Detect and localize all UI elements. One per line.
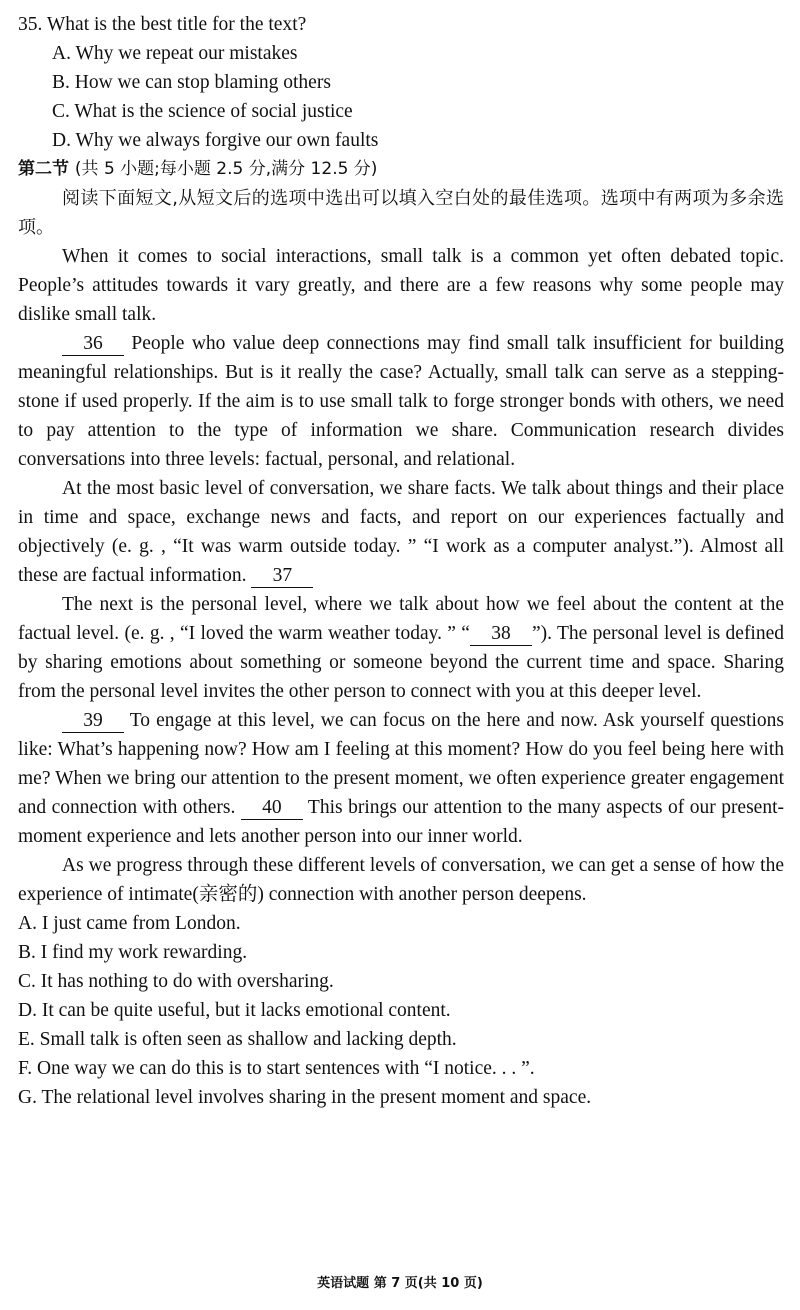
answer-option-b: B. I find my work rewarding. <box>18 942 248 963</box>
passage-paragraph-5-text-b: This brings our attention to the many aspects of our present-moment experience and lets another person into our inner world. <box>18 797 784 847</box>
passage-paragraph-3 <box>18 474 784 590</box>
passage-paragraph-5 <box>18 706 784 851</box>
question-35-option-d: D. Why we always forgive our own faults <box>52 130 379 151</box>
answer-option-e: E. Small talk is often seen as shallow and lacking depth. <box>18 1029 457 1050</box>
passage-paragraph-3-text: At the most basic level of conversation, we share facts. We talk about things and their place in time and space, exchange news and facts, and report on our experiences factually and objectively (e. g. , “It was warm outside today. ” “I work as a computer analyst.”). Almost all these are factual information. <box>18 478 784 586</box>
passage-paragraph-2 <box>18 329 784 474</box>
answer-option-a: A. I just came from London. <box>18 913 241 934</box>
blank-40: 40 <box>241 797 303 820</box>
question-35-option-a: A. Why we repeat our mistakes <box>52 43 298 64</box>
passage-paragraph-5-text-a: To engage at this level, we can focus on the here and now. Ask yourself questions like: What’s happening now? How am I feeling at this moment? How do you feel being here with me? When we bring our attention to the present moment, we often experience greater engagement and connection with others. <box>18 710 784 818</box>
exam-page <box>18 10 784 1112</box>
answer-option-f: F. One way we can do this is to start sentences with “I notice. . . ”. <box>18 1058 535 1079</box>
answer-option-g: G. The relational level involves sharing in the present moment and space. <box>18 1087 592 1108</box>
page-footer: 英语试题 第 7 页(共 10 页) <box>317 1276 483 1291</box>
blank-36: 36 <box>62 333 124 356</box>
section-2-scoring: (共 5 小题;每小题 2.5 分,满分 12.5 分) <box>74 159 378 179</box>
section-2-title: 第二节 <box>18 159 69 179</box>
answer-option-d: D. It can be quite useful, but it lacks emotional content. <box>18 1000 451 1021</box>
passage-paragraph-6: As we progress through these different levels of conversation, we can get a sense of how the experience of intimate(亲密的) connection with another person deepens. <box>18 855 784 905</box>
blank-38: 38 <box>470 623 532 646</box>
blank-37: 37 <box>251 565 313 588</box>
passage-paragraph-4-text-a: The next is the personal level, where we talk about how we feel about the content at the factual level. (e. g. , “I loved the warm weather today. ” “ <box>18 594 784 644</box>
passage-paragraph-4 <box>18 590 784 706</box>
section-2-heading <box>18 155 784 184</box>
question-35-stem: 35. What is the best title for the text? <box>18 14 307 35</box>
passage-paragraph-2-text: People who value deep connections may find small talk insufficient for building meaningful relationships. But is it really the case? Actually, small talk can serve as a stepping-stone if used properly. If the aim is to use small talk to forge stronger bonds with others, we need to pay attention to the type of information we share. Communication research divides conversations into three levels: factual, personal, and relational. <box>18 333 784 470</box>
question-35-option-b: B. How we can stop blaming others <box>52 72 331 93</box>
section-2-instruction: 阅读下面短文,从短文后的选项中选出可以填入空白处的最佳选项。选项中有两项为多余选项。 <box>18 188 784 238</box>
blank-39: 39 <box>62 710 124 733</box>
passage-paragraph-4-text-b: ”). The personal level is defined by sharing emotions about something or someone beyond the current time and space. Sharing from the personal level invites the other person to connect with you at this deeper level. <box>18 623 785 702</box>
passage-paragraph-1: When it comes to social interactions, small talk is a common yet often debated topic. People’s attitudes towards it vary greatly, and there are a few reasons why some people may dislike small talk. <box>18 246 784 325</box>
answer-option-c: C. It has nothing to do with oversharing. <box>18 971 334 992</box>
question-35-option-c: C. What is the science of social justice <box>52 101 353 122</box>
